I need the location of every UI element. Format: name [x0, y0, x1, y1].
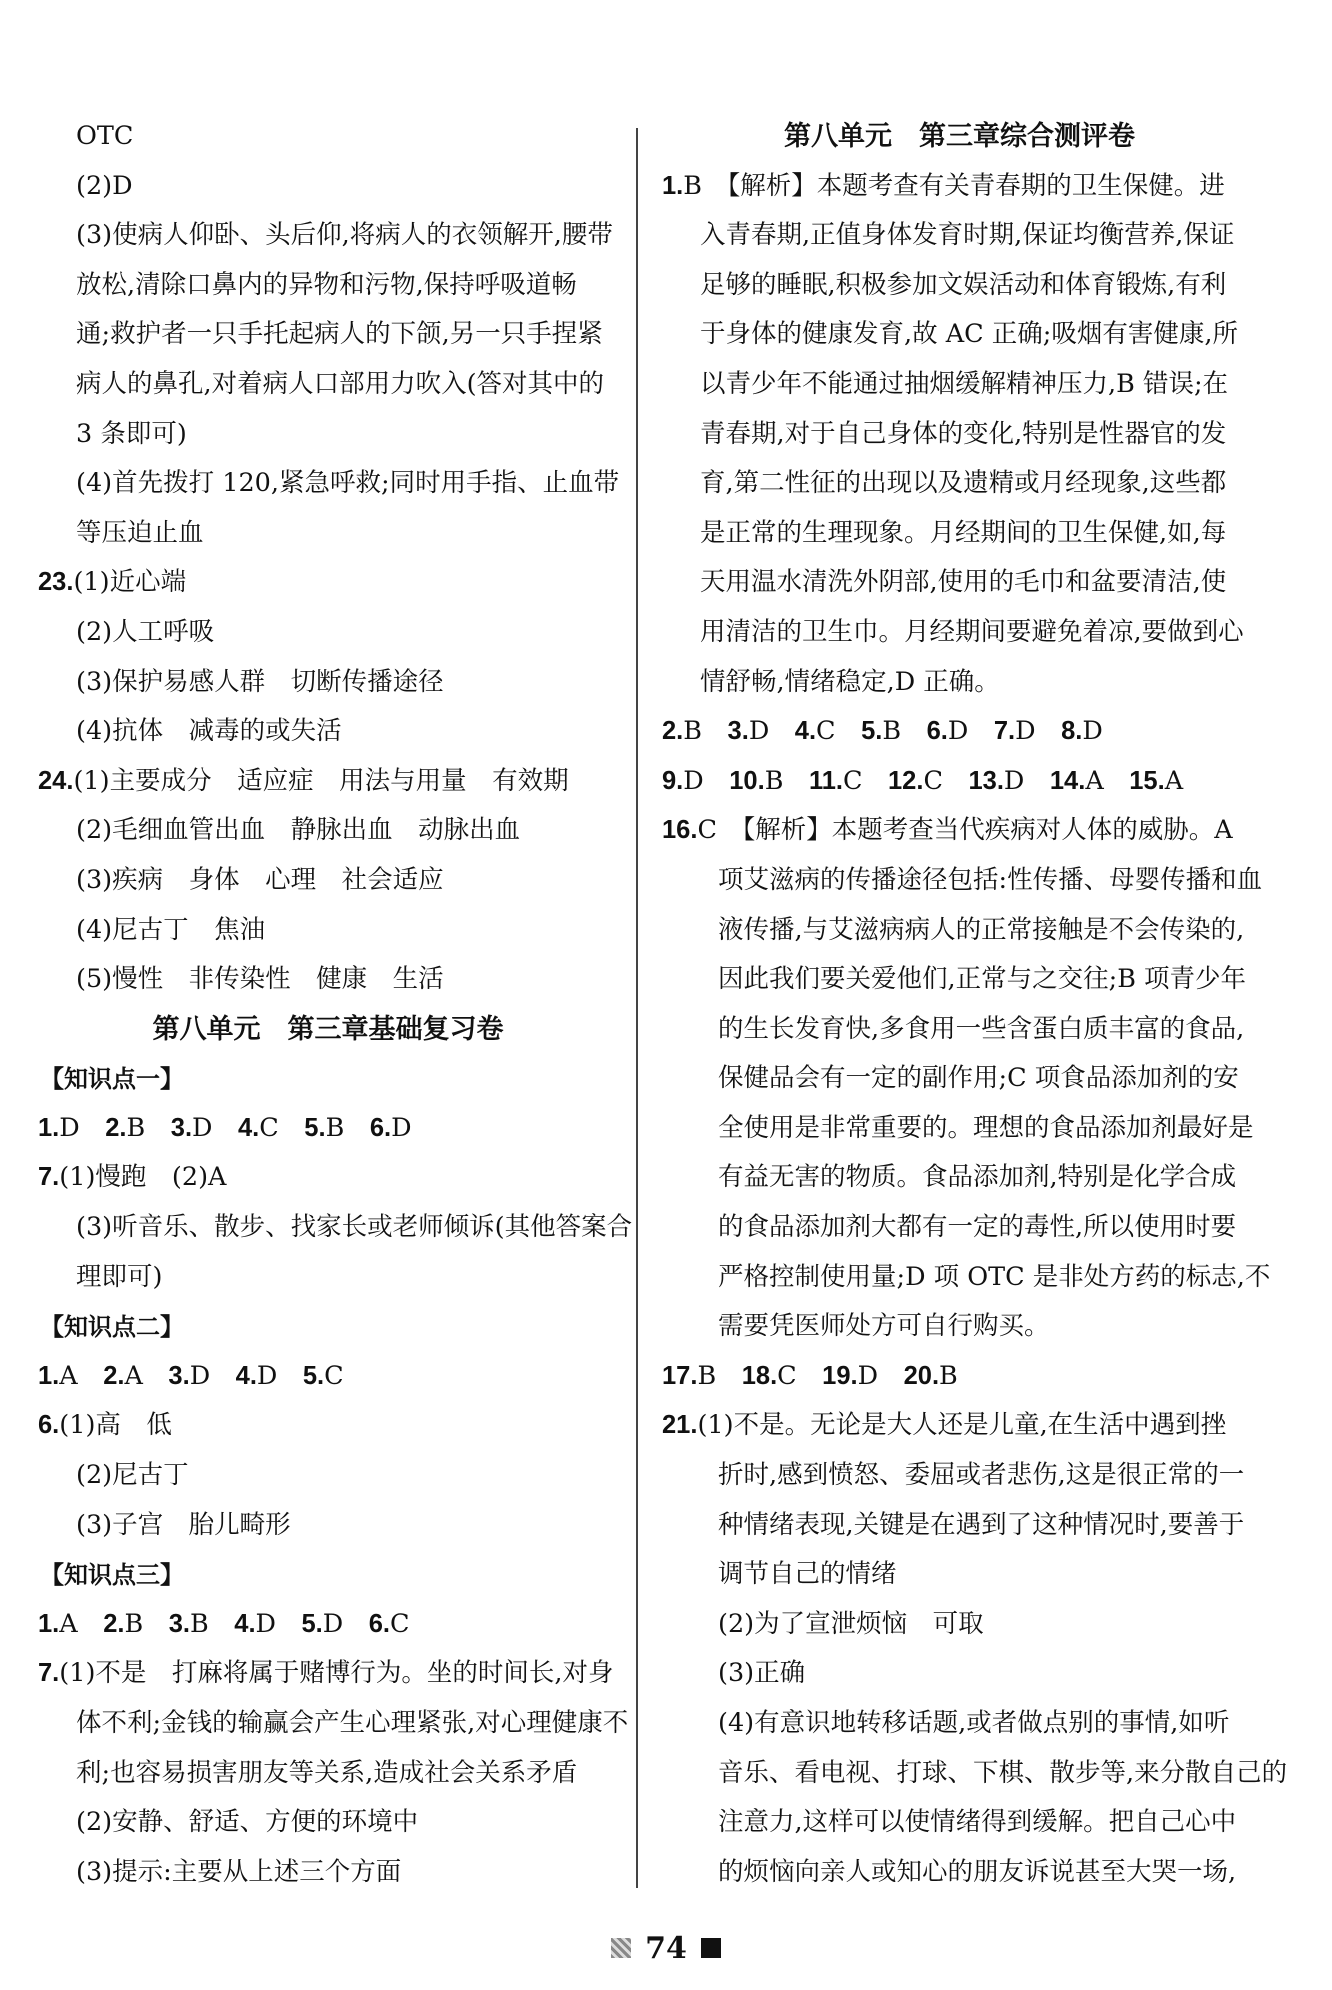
question-number: 3. [168, 1361, 190, 1390]
answer-choice: B [697, 1360, 717, 1391]
answer-choice: A [1164, 765, 1184, 796]
question-line [38, 757, 618, 807]
question-number: 2. [103, 1361, 125, 1390]
text-line: (3)使病人仰卧、头后仰,将病人的衣领解开,腰带 [76, 220, 613, 251]
answer-row [662, 757, 1257, 807]
answer-choice: B [190, 1608, 209, 1639]
text-line: 天用温水清洗外阴部,使用的毛巾和盆要清洁,使 [700, 567, 1227, 598]
text-line: 种情绪表现,关键是在遇到了这种情况时,要善于 [718, 1509, 1245, 1540]
text-line: 注意力,这样可以使情绪得到缓解。把自己心中 [718, 1807, 1237, 1838]
question-line [38, 1153, 618, 1203]
question-number: 17. [662, 1361, 698, 1390]
answer-choice: D [256, 1360, 278, 1391]
column-divider [636, 128, 638, 1888]
text-line: 理即可) [76, 1261, 163, 1292]
answer-choice: D [192, 1112, 213, 1143]
question-number: 6. [38, 1411, 60, 1440]
answer-choice: D [59, 1112, 80, 1143]
text-line: (2)人工呼吸 [76, 616, 215, 647]
question-number: 5. [301, 1609, 323, 1638]
question-number: 9. [662, 766, 684, 795]
text-line: 通;救护者一只手托起病人的下颌,另一只手捏紧 [76, 319, 603, 350]
text-line: (2)毛细血管出血 静脉出血 动脉出血 [76, 815, 521, 846]
text-line: 的烦恼向亲人或知心的朋友诉说甚至大哭一场, [718, 1856, 1237, 1887]
text-line: 的食品添加剂大都有一定的毒性,所以使用时要 [718, 1212, 1237, 1243]
text-line: (3)正确 [718, 1658, 806, 1689]
answer-choice: B [882, 716, 902, 747]
question-number: 23. [38, 568, 74, 597]
text-line: 需要凭医师处方可自行购买。 [718, 1311, 1050, 1342]
question-line [662, 162, 1257, 212]
answer-choice: B [939, 1360, 958, 1391]
answer-choice: C [923, 765, 943, 796]
question-number: 5. [861, 717, 883, 746]
question-number: 18. [741, 1361, 778, 1390]
text-line: (3)保护易感人群 切断传播途径 [76, 666, 444, 697]
text-line: (3)疾病 身体 心理 社会适应 [76, 864, 444, 895]
answer-choice: B [764, 765, 784, 796]
answer-row [38, 1104, 618, 1154]
section-title: 第八单元 第三章综合测评卷 [784, 121, 1135, 152]
question-number: 21. [662, 1411, 698, 1440]
question-number: 3. [170, 1113, 193, 1142]
knowledge-point-heading: 【知识点二】 [40, 1312, 184, 1342]
answer-choice: D [1082, 716, 1103, 747]
question-number: 4. [234, 1609, 256, 1638]
text-line: (4)尼古丁 焦油 [76, 914, 266, 945]
answer-choice: C [777, 1360, 797, 1391]
answer-choice: C [259, 1112, 279, 1143]
answer-text: B 【解析】本题考查有关青春期的卫生保健。进 [683, 170, 1225, 201]
text-line: 以青少年不能通过抽烟缓解精神压力,B 错误;在 [700, 368, 1229, 399]
text-line: 保健品会有一定的副作用;C 项食品添加剂的安 [718, 1063, 1239, 1094]
answer-choice: D [1003, 765, 1025, 796]
question-number: 5. [304, 1113, 326, 1142]
question-number: 5. [302, 1361, 325, 1390]
text-line: 全使用是非常重要的。理想的食品添加剂最好是 [718, 1112, 1254, 1143]
text-line: 因此我们要关爱他们,正常与之交往;B 项青少年 [718, 964, 1247, 995]
answer-choice: D [1015, 716, 1036, 747]
text-line: 液传播,与艾滋病病人的正常接触是不会传染的, [718, 914, 1245, 945]
text-line: (3)提示:主要从上述三个方面 [76, 1856, 402, 1887]
answer-choice: C [324, 1360, 344, 1391]
question-line [662, 1401, 1257, 1451]
text-line: 情舒畅,情绪稳定,D 正确。 [700, 666, 1000, 697]
question-number: 1. [662, 171, 684, 200]
text-line: 等压迫止血 [76, 517, 204, 548]
question-number: 6. [368, 1609, 391, 1638]
text-line: 折时,感到愤怒、委屈或者悲伤,这是很正常的一 [718, 1460, 1245, 1491]
question-number: 6. [369, 1113, 392, 1142]
text-line: 育,第二性征的出现以及遗精或月经现象,这些都 [700, 468, 1227, 499]
left-column [38, 112, 633, 1897]
question-line [38, 1401, 618, 1451]
text-line: 体不利;金钱的输赢会产生心理紧张,对心理健康不 [76, 1708, 629, 1738]
question-number: 2. [105, 1113, 127, 1142]
question-number: 3. [168, 1609, 191, 1638]
answer-text: (1)不是。无论是大人还是儿童,在生活中遇到挫 [697, 1410, 1227, 1441]
answer-text: (1)高 低 [59, 1410, 172, 1441]
text-line: 病人的鼻孔,对着病人口部用力吹入(答对其中的 [76, 368, 605, 399]
question-number: 10. [729, 766, 765, 795]
text-line: 有益无害的物质。食品添加剂,特别是化学合成 [718, 1162, 1237, 1193]
right-column [662, 112, 1288, 1897]
question-number: 4. [238, 1113, 260, 1142]
question-number: 7. [38, 1659, 60, 1688]
question-number: 4. [794, 717, 817, 746]
question-number: 15. [1129, 766, 1165, 795]
section-title: 第八单元 第三章基础复习卷 [152, 1013, 504, 1045]
question-line [38, 1649, 618, 1699]
text-line: (2)D [76, 170, 133, 201]
answer-choice: D [947, 716, 969, 747]
text-line: (4)首先拨打 120,紧急呼救;同时用手指、止血带 [76, 468, 620, 499]
knowledge-point-heading: 【知识点三】 [40, 1560, 184, 1590]
answer-text: (1)慢跑 (2)A [59, 1162, 227, 1193]
question-line [38, 558, 618, 608]
question-number: 2. [662, 717, 684, 746]
answer-choice: B [683, 716, 703, 747]
text-line: 于身体的健康发育,故 AC 正确;吸烟有害健康,所 [700, 319, 1238, 350]
answer-row [38, 1600, 618, 1650]
question-number: 11. [808, 766, 843, 795]
question-number: 7. [993, 717, 1016, 746]
question-number: 14. [1049, 766, 1086, 795]
text-line: (3)听音乐、散步、找家长或老师倾诉(其他答案合 [76, 1212, 633, 1243]
text-line: (4)有意识地转移话题,或者做点别的事情,如听 [718, 1708, 1230, 1738]
question-number: 1. [38, 1609, 60, 1638]
answer-row [38, 1352, 618, 1402]
answer-choice: D [857, 1360, 879, 1391]
question-number: 16. [662, 816, 698, 845]
answer-row [662, 1352, 1257, 1402]
text-line: 青春期,对于自己身体的变化,特别是性器官的发 [700, 418, 1227, 449]
square-mark-icon [701, 1938, 721, 1958]
answer-choice: C [390, 1608, 410, 1639]
text-line: 项艾滋病的传播途径包括:性传播、母婴传播和血 [718, 864, 1263, 895]
question-number: 4. [235, 1361, 257, 1390]
text-line: 用清洁的卫生巾。月经期间要避免着凉,要做到心 [700, 616, 1244, 647]
answer-choice: C [816, 716, 836, 747]
text-line: 的生长发育快,多食用一些含蛋白质丰富的食品, [718, 1013, 1245, 1044]
text-line: 利;也容易损害朋友等关系,造成社会关系矛盾 [76, 1757, 578, 1788]
text-line: 足够的睡眠,积极参加文娱活动和体育锻炼,有利 [700, 269, 1227, 300]
question-number: 13. [968, 766, 1004, 795]
question-number: 8. [1061, 717, 1083, 746]
answer-choice: B [126, 1112, 146, 1143]
text-line: 音乐、看电视、打球、下棋、散步等,来分散自己的 [718, 1757, 1288, 1788]
answer-choice: A [59, 1608, 78, 1639]
text-line: 入青春期,正值身体发育时期,保证均衡营养,保证 [700, 220, 1235, 251]
answer-text: (1)主要成分 适应症 用法与用量 有效期 [73, 765, 569, 796]
text-line: (5)慢性 非传染性 健康 生活 [76, 964, 444, 995]
text-line: (2)安静、舒适、方便的环境中 [76, 1807, 419, 1838]
question-number: 19. [822, 1361, 858, 1390]
question-number: 2. [103, 1609, 125, 1638]
question-number: 24. [38, 766, 74, 795]
answer-text: (1)近心端 [73, 567, 187, 598]
decorative-mark-icon [611, 1938, 631, 1958]
text-line: 3 条即可) [76, 418, 187, 449]
text-line: (4)抗体 减毒的或失活 [76, 716, 342, 747]
answer-choice: A [59, 1360, 78, 1391]
answer-choice: D [683, 765, 704, 796]
answer-choice: A [1085, 765, 1104, 796]
answer-choice: B [124, 1608, 144, 1639]
answer-choice: C [842, 765, 863, 796]
page-footer [0, 1925, 1332, 1971]
knowledge-point-heading: 【知识点一】 [40, 1064, 184, 1094]
question-number: 3. [727, 717, 749, 746]
answer-choice: B [325, 1112, 345, 1143]
answer-choice: D [322, 1608, 344, 1639]
text-line: (2)为了宣泄烦恼 可取 [718, 1608, 984, 1639]
question-number: 6. [926, 717, 948, 746]
text-line: 严格控制使用量;D 项 OTC 是非处方药的标志,不 [718, 1261, 1271, 1292]
answer-choice: D [189, 1360, 211, 1391]
answer-row [662, 707, 1257, 757]
answer-text: C 【解析】本题考查当代疾病对人体的威胁。A [697, 815, 1233, 846]
page-number: 74 [645, 1930, 687, 1966]
question-number: 1. [38, 1361, 60, 1390]
question-number: 12. [888, 766, 924, 795]
answer-choice: D [391, 1112, 412, 1143]
question-number: 20. [903, 1361, 940, 1390]
text-line: 是正常的生理现象。月经期间的卫生保健,如,每 [700, 517, 1227, 548]
text-line: 放松,清除口鼻内的异物和污物,保持呼吸道畅 [76, 269, 577, 300]
answer-text: (1)不是 打麻将属于赌博行为。坐的时间长,对身 [59, 1658, 614, 1689]
question-number: 7. [38, 1163, 60, 1192]
answer-choice: D [255, 1608, 276, 1639]
text-line: OTC [76, 121, 134, 151]
text-line: (3)子宫 胎儿畸形 [76, 1509, 291, 1540]
text-line: 调节自己的情绪 [718, 1559, 897, 1590]
question-line [662, 806, 1257, 856]
text-line: (2)尼古丁 [76, 1460, 189, 1491]
answer-choice: A [124, 1360, 143, 1391]
question-number: 1. [38, 1113, 60, 1142]
answer-choice: D [748, 716, 770, 747]
